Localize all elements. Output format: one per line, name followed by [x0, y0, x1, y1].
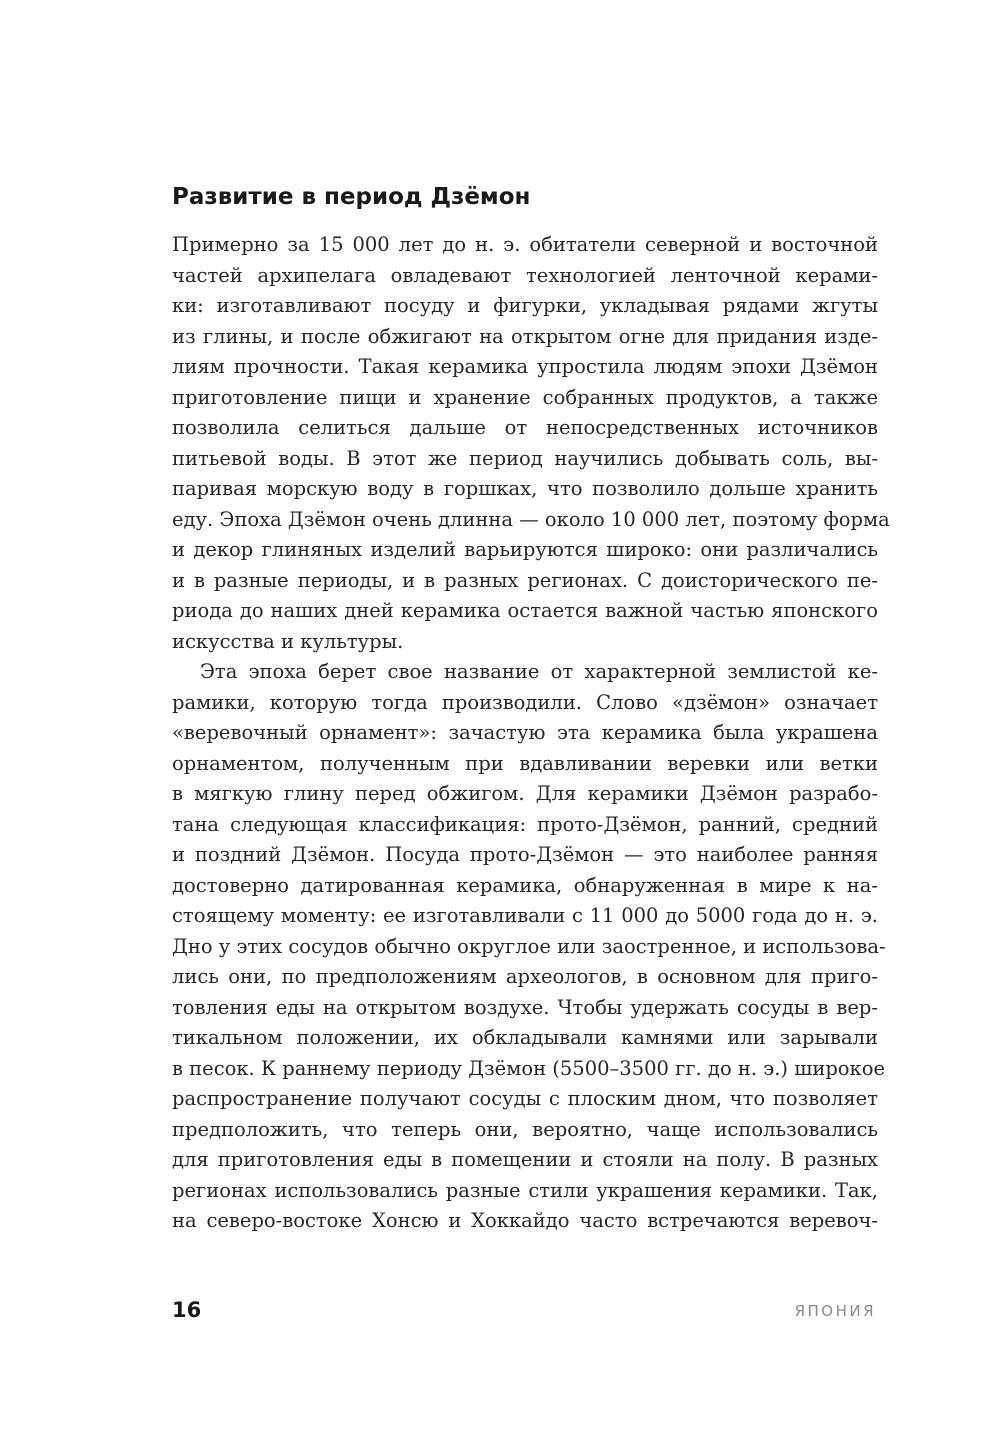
text-line: для приготовления еды в помещении и стояли на полу. В разных [172, 1148, 878, 1171]
text-line: лись они, по предположениям археологов, в основном для приго- [172, 965, 878, 988]
text-line: рамики, которую тогда производили. Слово «дзёмон» означает [172, 690, 878, 714]
text-line: орнаментом, полученным при вдавливании веревки или ветки [172, 751, 878, 775]
running-header: ЯПОНИЯ [794, 1302, 876, 1320]
text-line: распространение получают сосуды с плоским дном, что позволяет [172, 1087, 878, 1110]
text-line: частей архипелага овладевают технологией ленточной керами- [172, 263, 878, 287]
text-line: на северо-востоке Хонсю и Хоккайдо часто встречаются веревоч- [172, 1209, 878, 1232]
text-line: Примерно за 15 000 лет до н. э. обитатели северной и восточной [172, 233, 878, 256]
text-line: предположить, что теперь они, вероятно, чаще использовались [172, 1117, 878, 1141]
text-line: позволила селиться дальше от непосредственных источников [172, 416, 878, 439]
text-line: еду. Эпоха Дзёмон очень длинна — около 10 000 лет, поэтому форма [172, 507, 890, 531]
text-line: Эта эпоха берет свое название от характерной землистой ке- [200, 660, 878, 683]
text-line: тана следующая классификация: прото-Дзёмон, ранний, средний [172, 812, 878, 836]
body-text [172, 230, 890, 1237]
text-line: риода до наших дней керамика остается важной частью японского [172, 599, 878, 622]
text-line: и поздний Дзёмон. Посуда прото-Дзёмон — это наиболее ранняя [172, 843, 878, 866]
text-line: и декор глиняных изделий варьируются широко: они различались [172, 538, 878, 561]
text-line: регионах использовались разные стили украшения керамики. Так, [172, 1178, 878, 1202]
text-line: стоящему моменту: ее изготавливали с 11 000 до 5000 года до н. э. [172, 904, 878, 927]
text-line: паривая морскую воду в горшках, что позволило дольше хранить [172, 477, 878, 500]
text-line: питьевой воды. В этот же период научились добывать соль, вы- [172, 446, 878, 470]
text-line: тикальном положении, их обкладывали камнями или зарывали [172, 1026, 878, 1049]
text-line: лиям прочности. Такая керамика упростила людям эпохи Дзёмон [172, 355, 878, 378]
page-number: 16 [172, 1298, 202, 1322]
text-line: в мягкую глину перед обжигом. Для керамики Дзёмон разрабо- [172, 782, 878, 805]
text-line: искусства и культуры. [172, 629, 404, 653]
text-line: товления еды на открытом воздухе. Чтобы удержать сосуды в вер- [172, 995, 878, 1019]
text-line: из глины, и после обжигают на открытом огне для придания изде- [172, 324, 878, 348]
text-line: «веревочный орнамент»: зачастую эта керамика была украшена [172, 721, 878, 744]
section-heading: Развитие в период Дзёмон [172, 184, 531, 210]
text-line: в песок. К раннему периоду Дзёмон (5500–3500 гг. до н. э.) широкое [172, 1056, 886, 1080]
text-line: Дно у этих сосудов обычно округлое или заостренное, и использова- [172, 934, 886, 958]
text-line: и в разные периоды, и в разных регионах. С доисторического пе- [172, 568, 878, 592]
text-line: приготовление пищи и хранение собранных продуктов, а также [172, 385, 878, 409]
text-line: ки: изготавливают посуду и фигурки, укладывая рядами жгуты [172, 294, 878, 317]
text-line: достоверно датированная керамика, обнаруженная в мире к на- [172, 873, 878, 897]
